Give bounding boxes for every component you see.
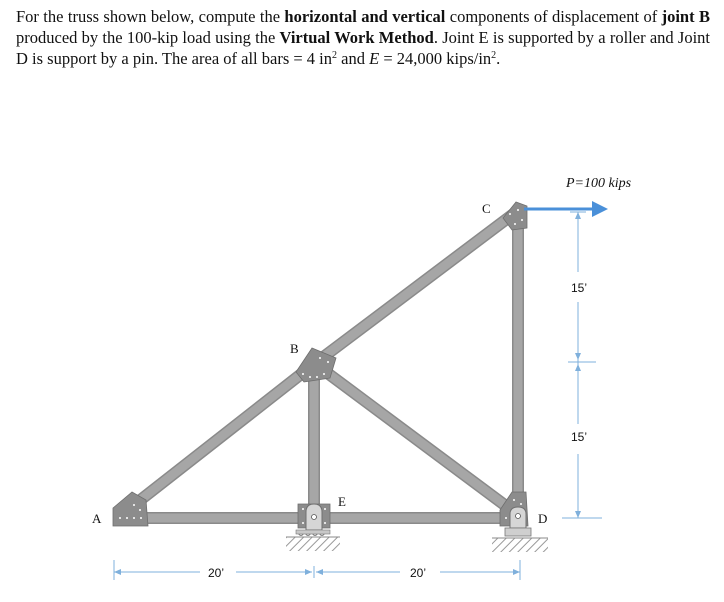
load-label: P=100 kips [566, 176, 632, 191]
joint-label-D: D [538, 511, 548, 526]
vertical-dimension [562, 212, 602, 518]
problem-text-1: For the truss shown below, compute the [16, 7, 285, 26]
joint-label-A: A [92, 511, 102, 526]
horizontal-dimension [114, 560, 520, 580]
problem-text-6: = 24,000 kips/in [379, 49, 492, 68]
problem-text-2: components of displacement of [445, 7, 662, 26]
joint-label-B: B [290, 341, 299, 356]
modulus-exponent: 2 [491, 50, 497, 61]
roller-support-E [286, 504, 340, 551]
dimension-height-lower: 15’ [571, 430, 588, 444]
problem-bold-3: Virtual Work Method [279, 28, 434, 47]
dimension-span-left: 20’ [208, 566, 225, 580]
joint-label-E: E [338, 494, 346, 509]
problem-text-4: . Joint E is supported by a roller and Joint D is support by a pin. The area of all bars = 4 in [16, 28, 710, 68]
modulus-symbol: E [369, 49, 380, 68]
problem-text-7: . [496, 49, 501, 68]
problem-text-3: produced by the 100-kip load using the [16, 28, 280, 47]
dimension-height-upper: 15’ [571, 281, 588, 295]
load-arrow [524, 201, 608, 217]
problem-bold-2: joint B [661, 7, 710, 26]
problem-text-5: and [337, 49, 370, 68]
area-exponent: 2 [332, 50, 338, 61]
joint-label-C: C [482, 201, 491, 216]
dimension-span-right: 20’ [410, 566, 427, 580]
problem-bold-1: horizontal and vertical [284, 7, 446, 26]
